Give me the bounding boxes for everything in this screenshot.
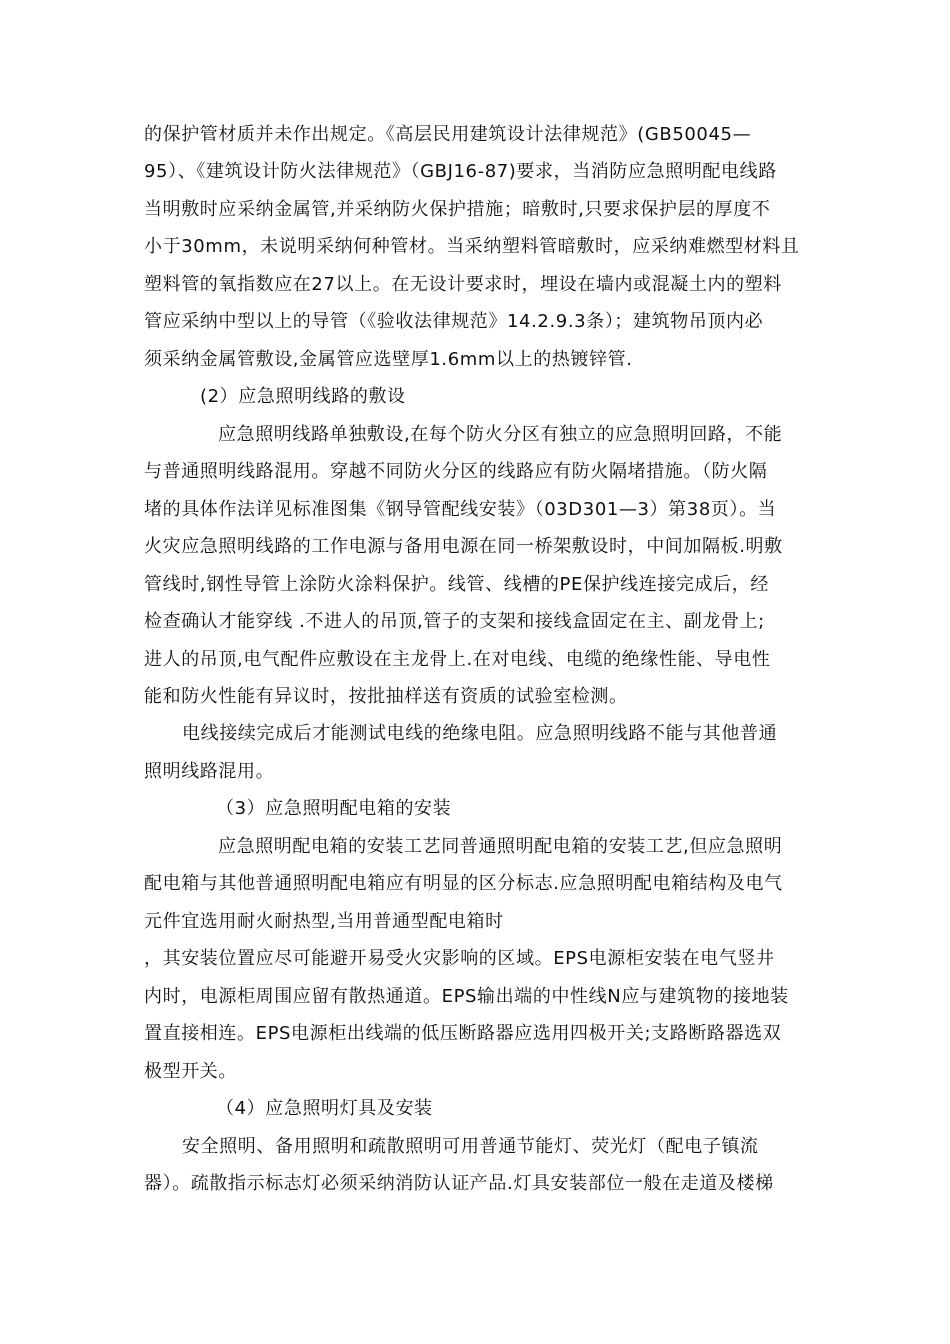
text-line: 内时，电源柜周围应留有散热通道。EPS输出端的中性线N应与建筑物的接地装 [144,986,789,1007]
text-line: 堵的具体作法详见标准图集《钢导管配线安装》（03D301—3）第38页）。当 [144,499,777,520]
text-line: 检查确认才能穿线 .不进人的吊顶,管子的支架和接线盒固定在主、副龙骨上; [144,611,765,632]
text-line: ，其安装位置应尽可能避开易受火灾影响的区域。EPS电源柜安装在电气竖井 [144,948,775,969]
text-line: 应急照明线路单独敷设,在每个防火分区有独立的应急照明回路，不能 [218,424,783,445]
text-line: 置直接相连。EPS电源柜出线端的低压断路器应选用四极开关;支路断路器选双 [144,1023,782,1044]
text-line: 器）。疏散指示标志灯必须采纳消防认证产品.灯具安装部位一般在走道及楼梯 [144,1173,774,1194]
text-line: 塑料管的氧指数应在27以上。在无设计要求时，埋设在墙内或混凝土内的塑料 [144,274,782,295]
text-line: 元件宜选用耐火耐热型,当用普通型配电箱时 [144,911,504,932]
text-line: 进人的吊顶,电气配件应敷设在主龙骨上.在对电线、电缆的绝缘性能、导电性 [144,649,771,670]
text-line: 配电箱与其他普通照明配电箱应有明显的区分标志.应急照明配电箱结构及电气 [144,873,783,894]
text-line: 与普通照明线路混用。穿越不同防火分区的线路应有防火隔堵措施。（防火隔 [144,461,768,482]
text-line: 须采纳金属管敷设,金属管应选壁厚1.6mm以上的热镀锌管. [144,349,633,370]
text-line: 管应采纳中型以上的导管（《验收法律规范》14.2.9.3条）；建筑物吊顶内必 [144,311,764,332]
section-heading-2: (2）应急照明线路的敷设 [200,386,406,407]
text-line: 电线接续完成后才能测试电线的绝缘电阻。应急照明线路不能与其他普通 [182,723,778,744]
text-line: 应急照明配电箱的安装工艺同普通照明配电箱的安装工艺,但应急照明 [218,836,783,857]
text-line: 95）、《建筑设计防火法律规范》（GBJ16-87)要求，当消防应急照明配电线路 [144,161,777,182]
text-line: 照明线路混用。 [144,761,275,782]
text-line: 火灾应急照明线路的工作电源与备用电源在同一桥架敷设时，中间加隔板.明敷 [144,536,783,557]
text-line: 管线时,钢性导管上涂防火涂料保护。线管、线槽的PE保护线连接完成后，经 [144,574,769,595]
text-line: 能和防火性能有异议时，按批抽样送有资质的试验室检测。 [144,686,628,707]
section-heading-3: （3）应急照明配电箱的安装 [216,798,452,819]
text-line: 安全照明、备用照明和疏散照明可用普通节能灯、荧光灯（配电子镇流 [182,1136,759,1157]
text-line: 极型开关。 [144,1061,237,1082]
text-line: 小于30mm，未说明采纳何种管材。当采纳塑料管暗敷时，应采纳难燃型材料且 [144,236,800,257]
text-line: 的保护管材质并未作出规定。《高层民用建筑设计法律规范》(GB50045— [144,124,752,145]
section-heading-4: （4）应急照明灯具及安装 [216,1098,433,1119]
text-line: 当明敷时应采纳金属管,并采纳防火保护措施；暗敷时,只要求保护层的厚度不 [144,199,771,220]
